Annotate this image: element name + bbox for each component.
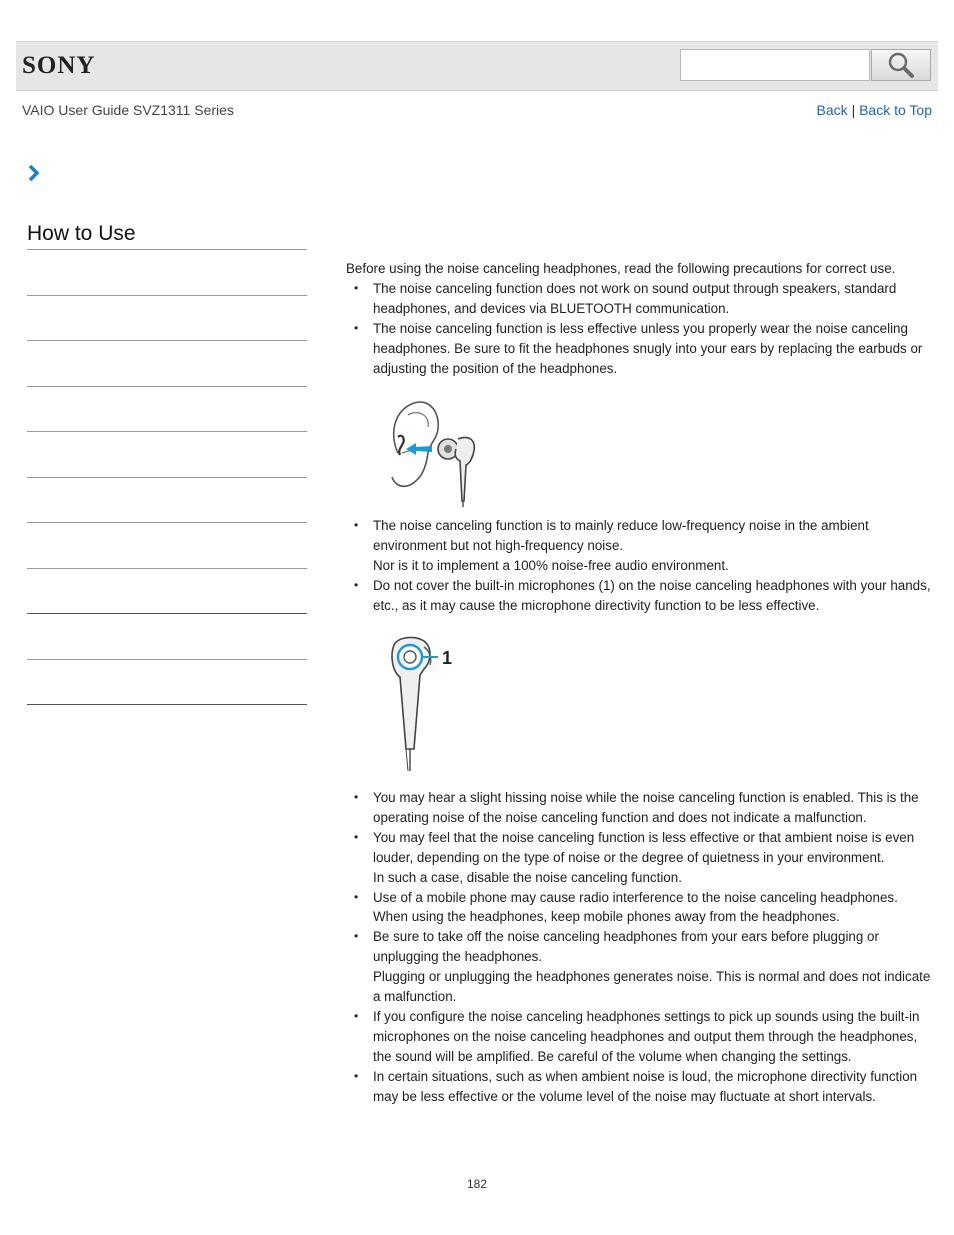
intro-text: Before using the noise canceling headphones, read the following precautions for correct use. xyxy=(346,261,896,276)
guide-title: VAIO User Guide SVZ1311 Series xyxy=(22,102,234,118)
list-item: • Do not cover the built-in microphones (1) on the noise canceling headphones with your hands, etc., as it may cause the microphone directivity function to be less effective. xyxy=(346,576,932,616)
header-bar xyxy=(16,41,938,91)
list-item: • You may hear a slight hissing noise while the noise canceling function is enabled. This is the operating noise of the noise canceling function and does not indicate a malfunction. xyxy=(346,788,932,828)
microphone-illustration xyxy=(346,616,932,788)
headphone-microphone-image xyxy=(384,631,474,776)
page-number: 182 xyxy=(467,1177,488,1191)
search-icon xyxy=(887,51,915,79)
list-item-text: The noise canceling function is to mainly reduce low-frequency noise in the ambient environment but not high-frequency noise. xyxy=(373,518,869,554)
sidebar-heading: How to Use xyxy=(27,222,136,245)
list-item xyxy=(346,828,932,888)
list-item-text: Plugging or unplugging the headphones generates noise. This is normal and does not indicate a malfunction. xyxy=(373,969,931,1005)
search-input[interactable] xyxy=(680,49,870,81)
sidebar-divider xyxy=(27,568,307,569)
list-item-text: In such a case, disable the noise canceling function. xyxy=(373,869,682,885)
earbud-insert-image xyxy=(386,397,486,507)
sidebar-divider xyxy=(27,522,307,523)
sony-logo: SONY xyxy=(22,52,96,79)
sidebar-divider xyxy=(27,659,307,660)
back-link[interactable]: Back xyxy=(816,102,848,118)
list-item-text: You may feel that the noise canceling function is less effective or that ambient noise is even louder, depending on the type of noise or the degree of quietness in your environment. xyxy=(373,829,915,865)
ear-fit-illustration xyxy=(346,378,932,516)
sidebar-divider xyxy=(27,249,307,250)
sidebar-divider xyxy=(27,386,307,387)
microphone-callout-label: 1 xyxy=(442,647,453,668)
list-item-text: Nor is it to implement a 100% noise-free audio environment. xyxy=(373,558,729,574)
link-separator: | xyxy=(851,102,856,118)
list-item-text: Be sure to take off the noise canceling headphones from your ears before plugging or unplugging the headphones. xyxy=(373,929,879,965)
list-item: • The noise canceling function does not work on sound output through speakers, standard headphones, and devices via BLUETOOTH communication. xyxy=(346,279,932,319)
sidebar-divider xyxy=(27,295,307,296)
list-item: • In certain situations, such as when ambient noise is loud, the microphone directivity function may be less effective or the volume level of the noise may fluctuate at short intervals. xyxy=(346,1067,932,1107)
sidebar-divider xyxy=(27,340,307,341)
sidebar-divider xyxy=(27,613,307,614)
top-links xyxy=(817,102,932,118)
list-item xyxy=(346,927,932,1007)
list-item xyxy=(346,516,932,576)
precautions-list-3 xyxy=(346,788,932,1107)
search-button[interactable] xyxy=(871,49,931,81)
list-item: • Use of a mobile phone may cause radio interference to the noise canceling headphones. When using the headphones, keep mobile phones away from the headphones. xyxy=(346,888,932,928)
main-content xyxy=(346,259,932,1106)
chevron-right-icon[interactable] xyxy=(27,164,41,182)
back-to-top-link[interactable]: Back to Top xyxy=(859,102,932,118)
list-item: • The noise canceling function is less effective unless you properly wear the noise canceling headphones. Be sure to fit the headphones snugly into your ears by replacing the earbuds or adjusting the position of the headphones. xyxy=(346,319,932,379)
list-item: • If you configure the noise canceling headphones settings to pick up sounds using the built-in microphones on the noise canceling headphones and output them through the headphones, the sound will be amplified. Be careful of the volume when changing the settings. xyxy=(346,1007,932,1067)
precautions-list-1 xyxy=(346,279,932,379)
sidebar-divider xyxy=(27,704,307,705)
precautions-list-2 xyxy=(346,516,932,616)
sidebar-divider xyxy=(27,431,307,432)
sidebar-divider xyxy=(27,477,307,478)
